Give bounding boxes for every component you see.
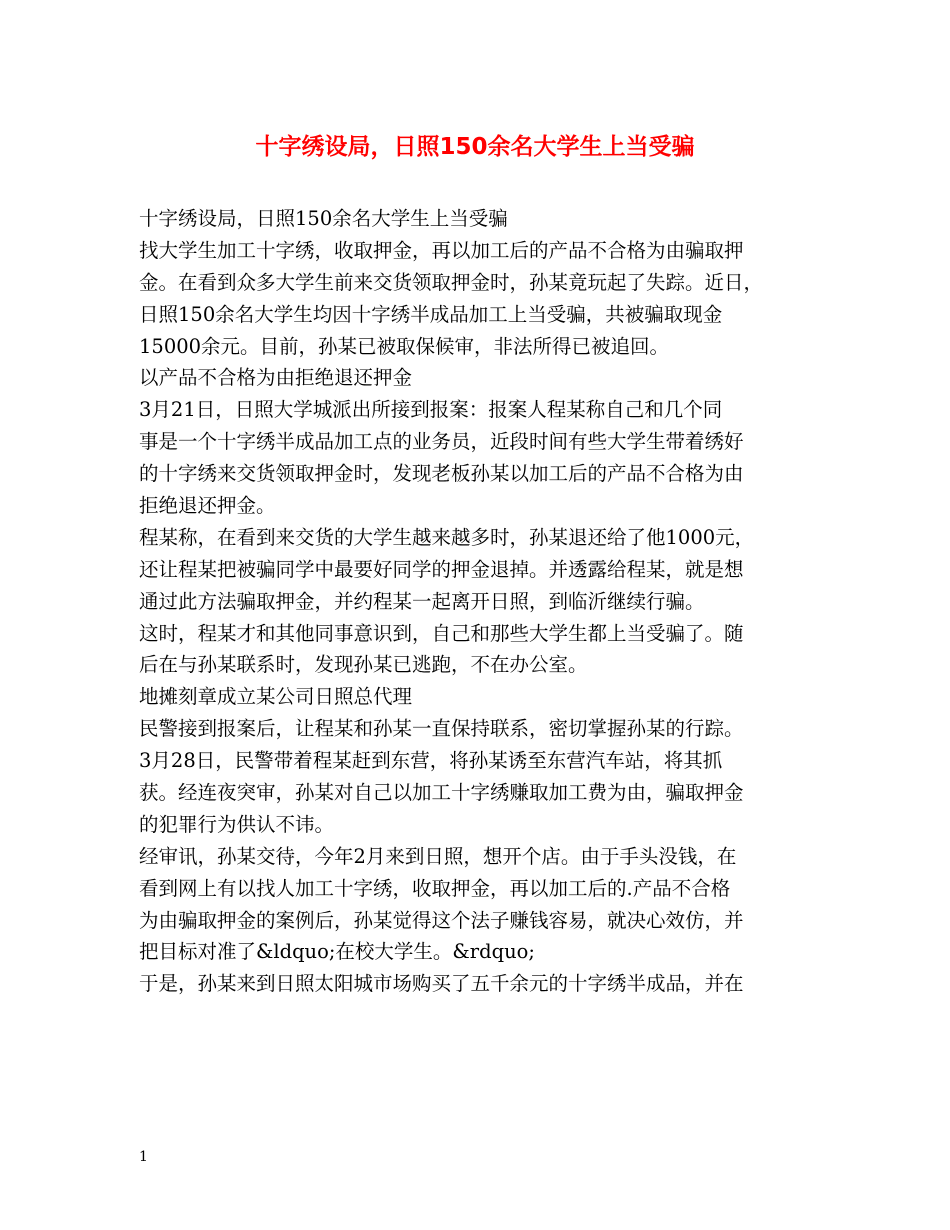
body-line: 通过此方法骗取押金，并约程某一起离开日照，到临沂继续行骗。 — [139, 589, 705, 613]
body-line: 经审讯，孙某交待，今年2月来到日照，想开个店。由于手头没钱，在 — [139, 844, 737, 868]
body-line: 这时，程某才和其他同事意识到，自己和那些大学生都上当受骗了。随 — [139, 621, 744, 645]
body-line: 事是一个十字绣半成品加工点的业务员，近段时间有些大学生带着绣好 — [139, 430, 744, 454]
document-title: 十字绣设局，日照150余名大学生上当受骗 — [255, 134, 695, 160]
body-line: 把目标对准了&ldquo;在校大学生。&rdquo; — [139, 940, 535, 964]
body-line: 日照150余名大学生均因十字绣半成品加工上当受骗，共被骗取现金 — [139, 302, 723, 326]
body-line: 后在与孙某联系时，发现孙某已逃跑，不在办公室。 — [139, 653, 588, 677]
body-line: 找大学生加工十字绣，收取押金，再以加工后的产品不合格为由骗取押 — [139, 238, 744, 262]
body-line: 民警接到报案后，让程某和孙某一直保持联系，密切掌握孙某的行踪。 — [139, 717, 744, 741]
body-line: 地摊刻章成立某公司日照总代理 — [139, 685, 413, 709]
body-line: 十字绣设局，日照150余名大学生上当受骗 — [139, 207, 508, 230]
body-line: 看到网上有以找人加工十字绣，收取押金，再以加工后的.产品不合格 — [139, 876, 731, 900]
body-line: 15000余元。目前，孙某已被取保候审，非法所得已被追回。 — [139, 334, 670, 358]
body-line: 还让程某把被骗同学中最要好同学的押金退掉。并透露给程某，就是想 — [139, 557, 744, 581]
body-line: 以产品不合格为由拒绝退还押金 — [139, 366, 413, 390]
body-line: 3月28日，民警带着程某赶到东营，将孙某诱至东营汽车站，将其抓 — [139, 749, 723, 773]
body-line: 于是，孙某来到日照太阳城市场购买了五千余元的十字绣半成品，并在 — [139, 972, 744, 996]
body-line: 金。在看到众多大学生前来交货领取押金时，孙某竟玩起了失踪。近日， — [139, 270, 764, 294]
body-line: 获。经连夜突审，孙某对自己以加工十字绣赚取加工费为由，骗取押金 — [139, 781, 744, 805]
body-line: 程某称，在看到来交货的大学生越来越多时，孙某退还给了他1000元， — [139, 525, 755, 549]
body-line: 的犯罪行为供认不讳。 — [139, 812, 335, 836]
body-line: 的十字绣来交货领取押金时，发现老板孙某以加工后的产品不合格为由 — [139, 462, 744, 486]
body-line: 为由骗取押金的案例后，孙某觉得这个法子赚钱容易，就决心效仿，并 — [139, 908, 744, 932]
body-line: 3月21日，日照大学城派出所接到报案：报案人程某称自己和几个同 — [139, 398, 723, 422]
body-line: 拒绝退还押金。 — [139, 494, 276, 518]
page-number: 1 — [139, 1149, 148, 1165]
document-body — [139, 203, 829, 1000]
